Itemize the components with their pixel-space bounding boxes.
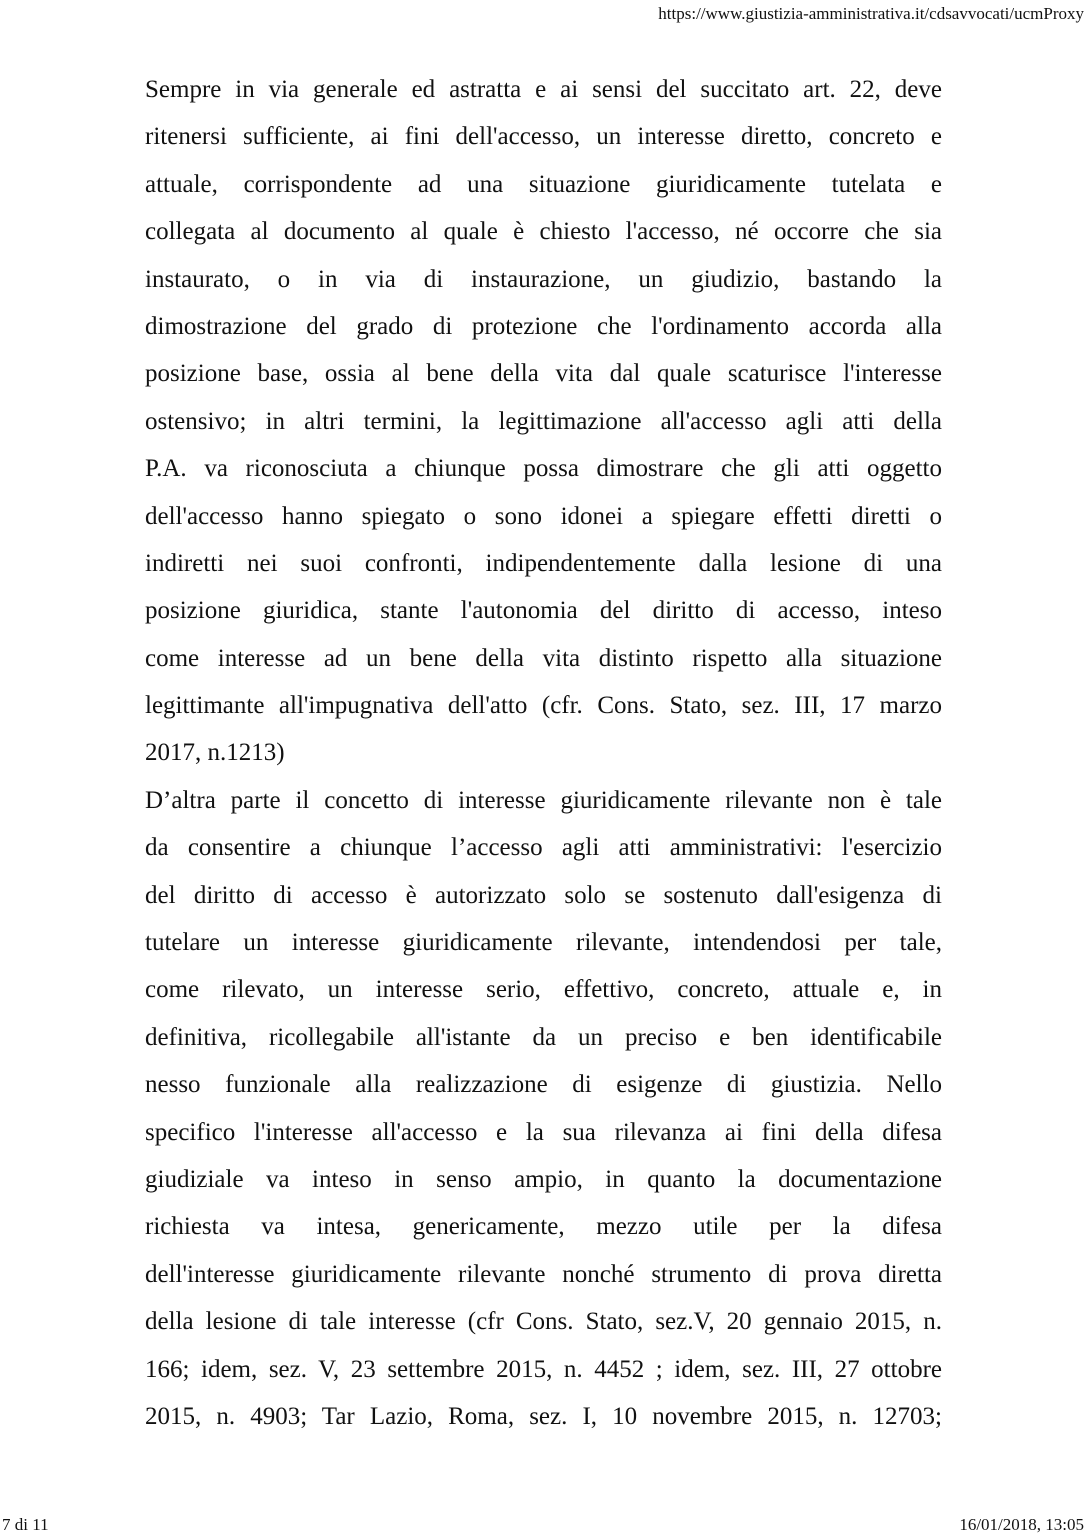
text-line: dell'interesse giuridicamente rilevante nonché strumento di prova diretta: [145, 1260, 942, 1288]
text-line: come interesse ad un bene della vita distinto rispetto alla situazione: [145, 644, 942, 672]
text-line: richiesta va intesa, genericamente, mezzo utile per la difesa: [145, 1213, 942, 1241]
text-line: instaurato, o in via di instaurazione, un giudizio, bastando la: [145, 265, 942, 293]
text-line: del diritto di accesso è autorizzato solo se sostenuto dall'esigenza di: [145, 881, 942, 909]
document-body: [145, 66, 942, 1440]
text-line: giudiziale va inteso in senso ampio, in quanto la documentazione: [145, 1165, 942, 1193]
text-line: 2015, n. 4903; Tar Lazio, Roma, sez. I, 10 novembre 2015, n. 12703;: [145, 1402, 942, 1430]
text-line: ritenersi sufficiente, ai fini dell'accesso, un interesse diretto, concreto e: [145, 123, 942, 151]
text-line: specifico l'interesse all'accesso e la sua rilevanza ai fini della difesa: [145, 1118, 942, 1146]
text-line: nesso funzionale alla realizzazione di esigenze di giustizia. Nello: [145, 1071, 942, 1099]
page-indicator: 7 di 11: [2, 1515, 49, 1534]
text-line: Sempre in via generale ed astratta e ai sensi del succitato art. 22, deve: [145, 76, 942, 103]
text-line: 2017, n.1213): [145, 739, 285, 767]
text-line: tutelare un interesse giuridicamente rilevante, intendendosi per tale,: [145, 929, 942, 957]
text-line: come rilevato, un interesse serio, effettivo, concreto, attuale e, in: [145, 976, 942, 1004]
text-line: posizione giuridica, stante l'autonomia del diritto di accesso, inteso: [145, 597, 942, 625]
text-line: dimostrazione del grado di protezione che l'ordinamento accorda alla: [145, 312, 942, 340]
text-line: D’altra parte il concetto di interesse giuridicamente rilevante non è tale: [145, 786, 942, 814]
text-line: da consentire a chiunque l’accesso agli atti amministrativi: l'esercizio: [145, 834, 942, 862]
text-line: attuale, corrispondente ad una situazione giuridicamente tutelata e: [145, 170, 942, 198]
print-datetime: 16/01/2018, 13:05: [959, 1515, 1084, 1534]
text-line: ostensivo; in altri termini, la legittimazione all'accesso agli atti della: [145, 407, 942, 435]
text-line: legittimante all'impugnativa dell'atto (cfr. Cons. Stato, sez. III, 17 marzo: [145, 692, 942, 720]
text-line: collegata al documento al quale è chiesto l'accesso, né occorre che sia: [145, 218, 942, 246]
text-line: P.A. va riconosciuta a chiunque possa dimostrare che gli atti oggetto: [145, 455, 942, 483]
print-header-url: https://www.giustizia-amministrativa.it/cdsavvocati/ucmProxy: [658, 4, 1084, 23]
text-line: indiretti nei suoi confronti, indipendentemente dalla lesione di una: [145, 549, 942, 577]
text-line: della lesione di tale interesse (cfr Cons. Stato, sez.V, 20 gennaio 2015, n.: [145, 1308, 942, 1336]
text-line: 166; idem, sez. V, 23 settembre 2015, n. 4452 ; idem, sez. III, 27 ottobre: [145, 1355, 942, 1383]
text-line: posizione base, ossia al bene della vita dal quale scaturisce l'interesse: [145, 360, 942, 388]
text-line: dell'accesso hanno spiegato o sono idonei a spiegare effetti diretti o: [145, 502, 942, 530]
paragraph-2: [145, 777, 942, 1440]
text-line: definitiva, ricollegabile all'istante da un preciso e ben identificabile: [145, 1023, 942, 1051]
paragraph-1: [145, 66, 942, 777]
